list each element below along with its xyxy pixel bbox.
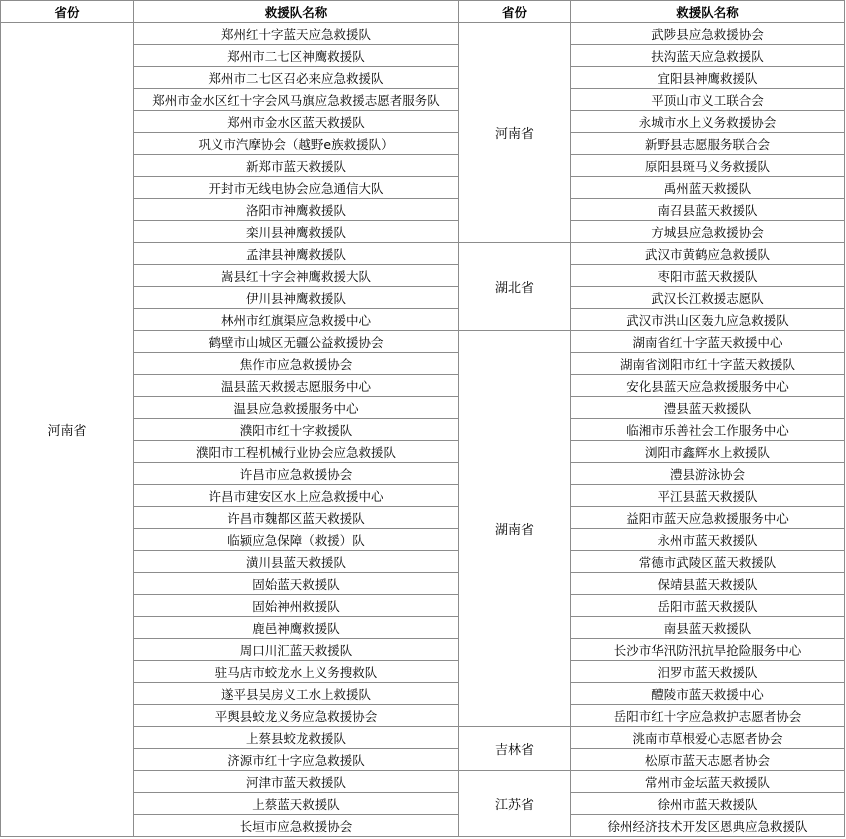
team-name-cell-right: 徐州经济技术开发区恩典应急救援队 [571,815,845,837]
province-cell-right: 吉林省 [459,727,571,771]
team-name-cell-left: 济源市红十字应急救援队 [134,749,459,771]
team-name-cell-right: 临湘市乐善社会工作服务中心 [571,419,845,441]
team-name-cell-left: 温县应急救援服务中心 [134,397,459,419]
team-name-cell-right: 永城市水上义务救援协会 [571,111,845,133]
province-cell-right: 江苏省 [459,771,571,837]
team-name-cell-right: 宜阳县神鹰救援队 [571,67,845,89]
team-name-cell-right: 武汉市黄鹤应急救援队 [571,243,845,265]
team-name-cell-left: 上蔡县蛟龙救援队 [134,727,459,749]
team-name-cell-left: 洛阳市神鹰救援队 [134,199,459,221]
team-name-cell-right: 岳阳市蓝天救援队 [571,595,845,617]
province-cell-right: 湖北省 [459,243,571,331]
team-name-cell-left: 开封市无线电协会应急通信大队 [134,177,459,199]
team-name-cell-right: 松原市蓝天志愿者协会 [571,749,845,771]
team-name-cell-right: 新野县志愿服务联合会 [571,133,845,155]
header-team-name-left: 救援队名称 [134,1,459,23]
team-name-cell-left: 固始神州救援队 [134,595,459,617]
team-name-cell-right: 武陟县应急救援协会 [571,23,845,45]
team-name-cell-right: 湖南省浏阳市红十字蓝天救援队 [571,353,845,375]
team-name-cell-left: 郑州市二七区神鹰救援队 [134,45,459,67]
team-name-cell-left: 许昌市建安区水上应急救援中心 [134,485,459,507]
team-name-cell-left: 郑州市金水区红十字会风马旗应急救援志愿者服务队 [134,89,459,111]
team-name-cell-left: 潢川县蓝天救援队 [134,551,459,573]
team-name-cell-left: 鹤壁市山城区无疆公益救援协会 [134,331,459,353]
team-name-cell-left: 伊川县神鹰救援队 [134,287,459,309]
team-name-cell-left: 平舆县蛟龙义务应急救援协会 [134,705,459,727]
team-name-cell-left: 濮阳市红十字救援队 [134,419,459,441]
province-cell-right: 湖南省 [459,331,571,727]
team-name-cell-right: 原阳县斑马义务救援队 [571,155,845,177]
team-name-cell-left: 许昌市魏都区蓝天救援队 [134,507,459,529]
team-name-cell-right: 醴陵市蓝天救援中心 [571,683,845,705]
team-name-cell-left: 巩义市汽摩协会（越野e族救援队） [134,133,459,155]
team-name-cell-left: 驻马店市蛟龙水上义务搜救队 [134,661,459,683]
team-name-cell-left: 固始蓝天救援队 [134,573,459,595]
team-name-cell-left: 遂平县吴房义工水上救援队 [134,683,459,705]
team-name-cell-right: 徐州市蓝天救援队 [571,793,845,815]
team-name-cell-right: 方城县应急救援协会 [571,221,845,243]
team-name-cell-right: 常州市金坛蓝天救援队 [571,771,845,793]
team-name-cell-right: 永州市蓝天救援队 [571,529,845,551]
team-name-cell-right: 浏阳市鑫辉水上救援队 [571,441,845,463]
team-name-cell-right: 武汉市洪山区轰九应急救援队 [571,309,845,331]
team-name-cell-right: 汨罗市蓝天救援队 [571,661,845,683]
table-body [1,23,845,837]
team-name-cell-left: 许昌市应急救援协会 [134,463,459,485]
team-name-cell-right: 益阳市蓝天应急救援服务中心 [571,507,845,529]
team-name-cell-left: 鹿邑神鹰救援队 [134,617,459,639]
team-name-cell-left: 栾川县神鹰救援队 [134,221,459,243]
province-cell-right: 河南省 [459,23,571,243]
team-name-cell-left: 郑州市金水区蓝天救援队 [134,111,459,133]
team-name-cell-right: 长沙市华汛防汛抗旱抢险服务中心 [571,639,845,661]
team-name-cell-right: 禹州蓝天救援队 [571,177,845,199]
team-name-cell-right: 安化县蓝天应急救援服务中心 [571,375,845,397]
team-name-cell-right: 洮南市草根爱心志愿者协会 [571,727,845,749]
header-province-left: 省份 [1,1,134,23]
team-name-cell-left: 林州市红旗渠应急救援中心 [134,309,459,331]
team-name-cell-left: 孟津县神鹰救援队 [134,243,459,265]
team-name-cell-right: 南召县蓝天救援队 [571,199,845,221]
province-cell-left: 河南省 [1,23,134,837]
team-name-cell-left: 嵩县红十字会神鹰救援大队 [134,265,459,287]
team-name-cell-right: 武汉长江救援志愿队 [571,287,845,309]
team-name-cell-left: 焦作市应急救援协会 [134,353,459,375]
team-name-cell-left: 上蔡蓝天救援队 [134,793,459,815]
team-name-cell-right: 平顶山市义工联合会 [571,89,845,111]
team-name-cell-left: 新郑市蓝天救援队 [134,155,459,177]
header-team-name-right: 救援队名称 [571,1,845,23]
team-name-cell-left: 周口川汇蓝天救援队 [134,639,459,661]
header-province-right: 省份 [459,1,571,23]
team-name-cell-right: 扶沟蓝天应急救援队 [571,45,845,67]
team-name-cell-right: 岳阳市红十字应急救护志愿者协会 [571,705,845,727]
team-name-cell-right: 湖南省红十字蓝天救援中心 [571,331,845,353]
team-name-cell-left: 河津市蓝天救援队 [134,771,459,793]
team-name-cell-right: 南县蓝天救援队 [571,617,845,639]
team-name-cell-right: 常德市武陵区蓝天救援队 [571,551,845,573]
team-name-cell-left: 郑州红十字蓝天应急救援队 [134,23,459,45]
team-name-cell-left: 临颍应急保障（救援）队 [134,529,459,551]
team-name-cell-right: 澧县游泳协会 [571,463,845,485]
team-name-cell-right: 枣阳市蓝天救援队 [571,265,845,287]
team-name-cell-right: 平江县蓝天救援队 [571,485,845,507]
team-name-cell-left: 郑州市二七区召必来应急救援队 [134,67,459,89]
team-name-cell-left: 温县蓝天救援志愿服务中心 [134,375,459,397]
header-row [1,1,845,23]
team-name-cell-left: 长垣市应急救援协会 [134,815,459,837]
table-row [1,23,845,45]
team-name-cell-right: 保靖县蓝天救援队 [571,573,845,595]
team-name-cell-right: 澧县蓝天救援队 [571,397,845,419]
team-name-cell-left: 濮阳市工程机械行业协会应急救援队 [134,441,459,463]
